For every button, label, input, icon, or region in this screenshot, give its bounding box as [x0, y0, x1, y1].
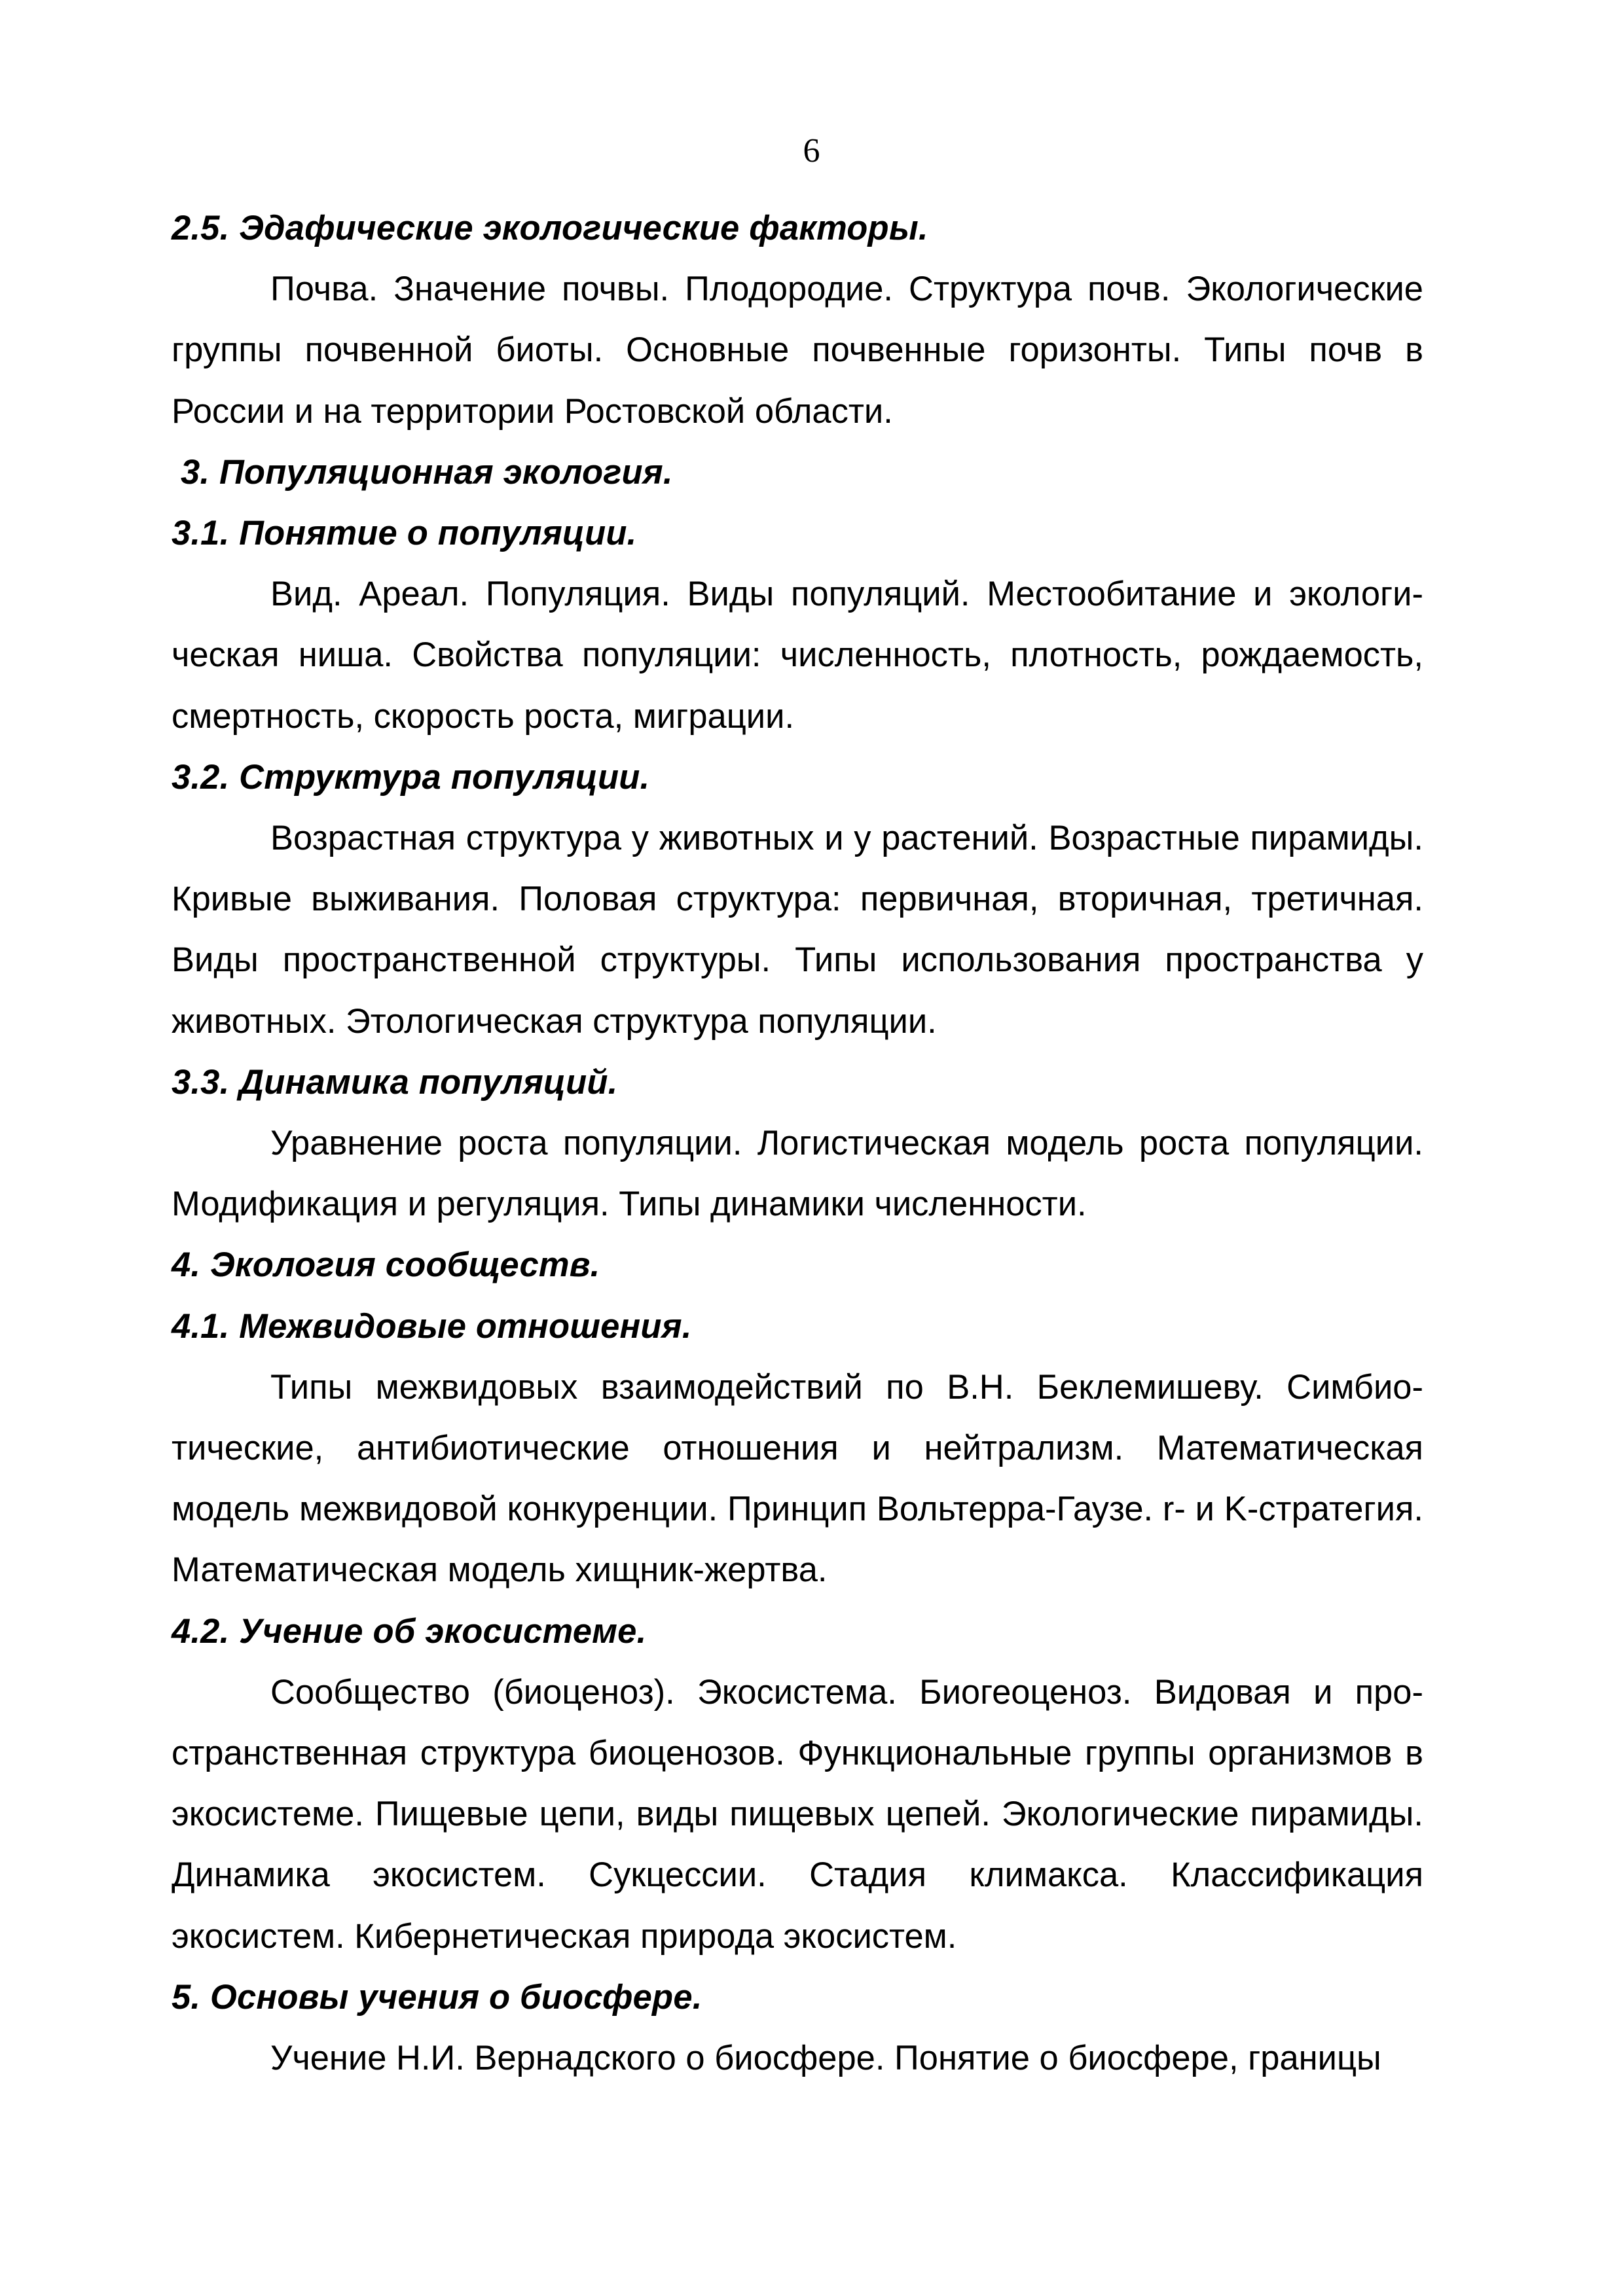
section-heading-5: 5. Основы учения о биосфере. [172, 1977, 702, 2017]
section-paragraph-4-2: Сообщество (биоценоз). Экосистема. Биогеоценоз. Видовая и пространственная структура биоценозов. Функциональные группы организмов в экосистеме. Пищевые цепи, виды пищевых цепей. Экологические пирамиды. Динамика экосистем. Сукцессии. Стадия климакса. Классификация экосистем. Кибернетическая природа экосистем. [172, 1672, 1423, 1956]
section-heading-4-2: 4.2. Учение об экосистеме. [172, 1611, 647, 1651]
section-heading-3-2: 3.2. Структура популяции. [172, 757, 650, 797]
document-body [172, 198, 1423, 2089]
section-heading-4-1: 4.1. Межвидовые отношения. [172, 1306, 692, 1346]
section-heading-3-1: 3.1. Понятие о популяции. [172, 514, 637, 553]
section-heading-3-3: 3.3. Динамика популяций. [172, 1062, 618, 1102]
section-paragraph-2-5: Почва. Значение почвы. Плодородие. Структура почв. Экологические группы почвенной биоты. Основные почвенные горизонты. Типы почв в России и на территории Ростовской области. [172, 270, 1423, 431]
section-paragraph-4-1: Типы межвидовых взаимодействий по В.Н. Беклемишеву. Симбиотические, антибиотические отношения и нейтрализм. Математическая модель межвидовой конкуренции. Принцип Вольтерра-Гаузе. r- и K-стратегия. Математическая модель хищник-жертва. [172, 1367, 1423, 1590]
section-paragraph-5: Учение Н.И. Вернадского о биосфере. Понятие о биосфере, границы [270, 2039, 1381, 2078]
section-heading-3: 3. Популяционная экология. [181, 452, 673, 492]
section-paragraph-3-3: Уравнение роста популяции. Логистическая модель роста популяции. Модификация и регуляция. Типы динамики численности. [172, 1124, 1423, 1224]
section-paragraph-3-2: Возрастная структура у животных и у растений. Возрастные пирамиды. Кривые выживания. Половая структура: первичная, вторичная, третичная. Виды пространственной структуры. Типы использования пространства у животных. Этологическая структура популяции. [172, 819, 1423, 1041]
section-paragraph-3-1: Вид. Ареал. Популяция. Виды популяций. Местообитание и экологическая ниша. Свойства популяции: численность, плотность, рождаемость, смертность, скорость роста, миграции. [172, 575, 1423, 736]
page-number: 6 [803, 132, 820, 170]
section-heading-4: 4. Экология сообществ. [172, 1246, 600, 1285]
section-heading-2-5: 2.5. Эдафические экологические факторы. [172, 209, 928, 247]
